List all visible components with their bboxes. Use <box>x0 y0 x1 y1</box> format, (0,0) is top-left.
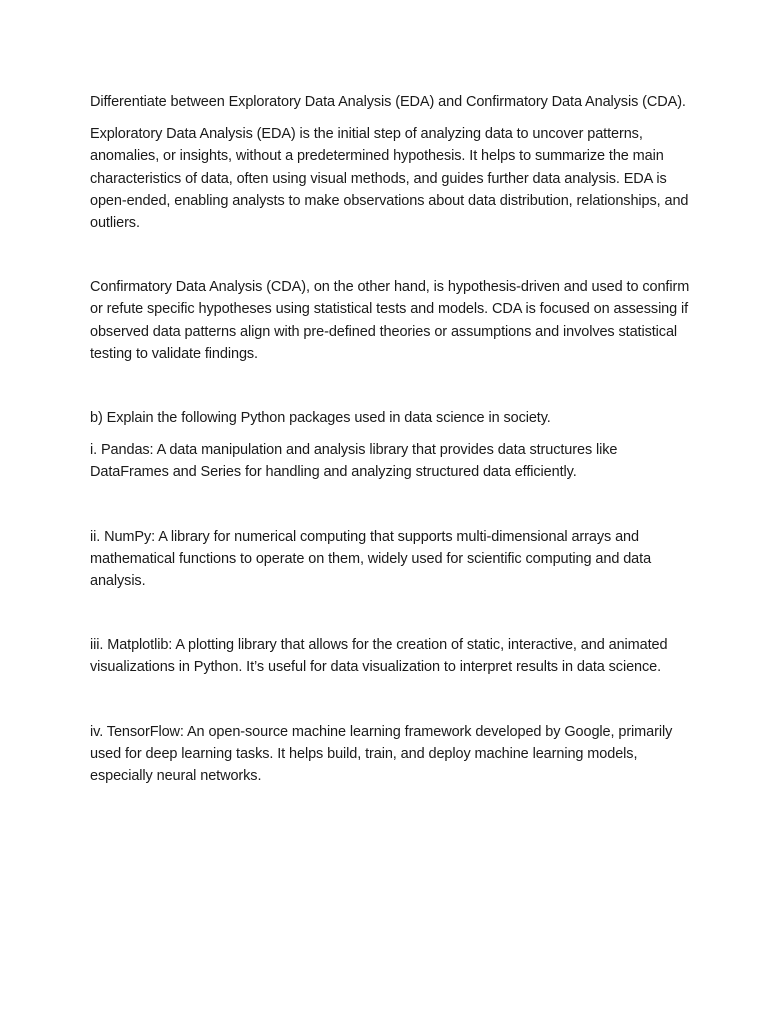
package-pandas: i. Pandas: A data manipulation and analysis library that provides data structures like DataFrames and Series for handling and analyzing structured data efficiently. <box>90 442 618 481</box>
package-numpy: ii. NumPy: A library for numerical computing that supports multi-dimensional arrays and mathematical functions to operate on them, widely used for scientific computing and data analysis. <box>90 528 652 590</box>
package-matplotlib: iii. Matplotlib: A plotting library that allows for the creation of static, interactive, and animated visualizations in Python. It’s useful for data visualization to interpret results in data science. <box>90 637 668 676</box>
package-tensorflow: iv. TensorFlow: An open-source machine learning framework developed by Google, primarily used for deep learning tasks. It helps build, train, and deploy machine learning models, especially neural networks. <box>90 723 673 785</box>
eda-paragraph: Exploratory Data Analysis (EDA) is the initial step of analyzing data to uncover patterns, anomalies, or insights, without a predetermined hypothesis. It helps to summarize the main characteristics of data, often using visual methods, and guides further data analysis. EDA is open-ended, enabling analysts to make observations about data distribution, relationships, and outliers. <box>90 126 689 232</box>
question-b: b) Explain the following Python packages used in data science in society. <box>90 410 551 427</box>
document-page <box>90 91 690 787</box>
question-a: Differentiate between Exploratory Data Analysis (EDA) and Confirmatory Data Analysis (CDA). <box>90 94 686 110</box>
cda-paragraph: Confirmatory Data Analysis (CDA), on the other hand, is hypothesis-driven and used to confirm or refute specific hypotheses using statistical tests and models. CDA is focused on assessing if observed data patterns align with pre-defined theories or assumptions and involves statistical testing to validate findings. <box>90 279 690 362</box>
